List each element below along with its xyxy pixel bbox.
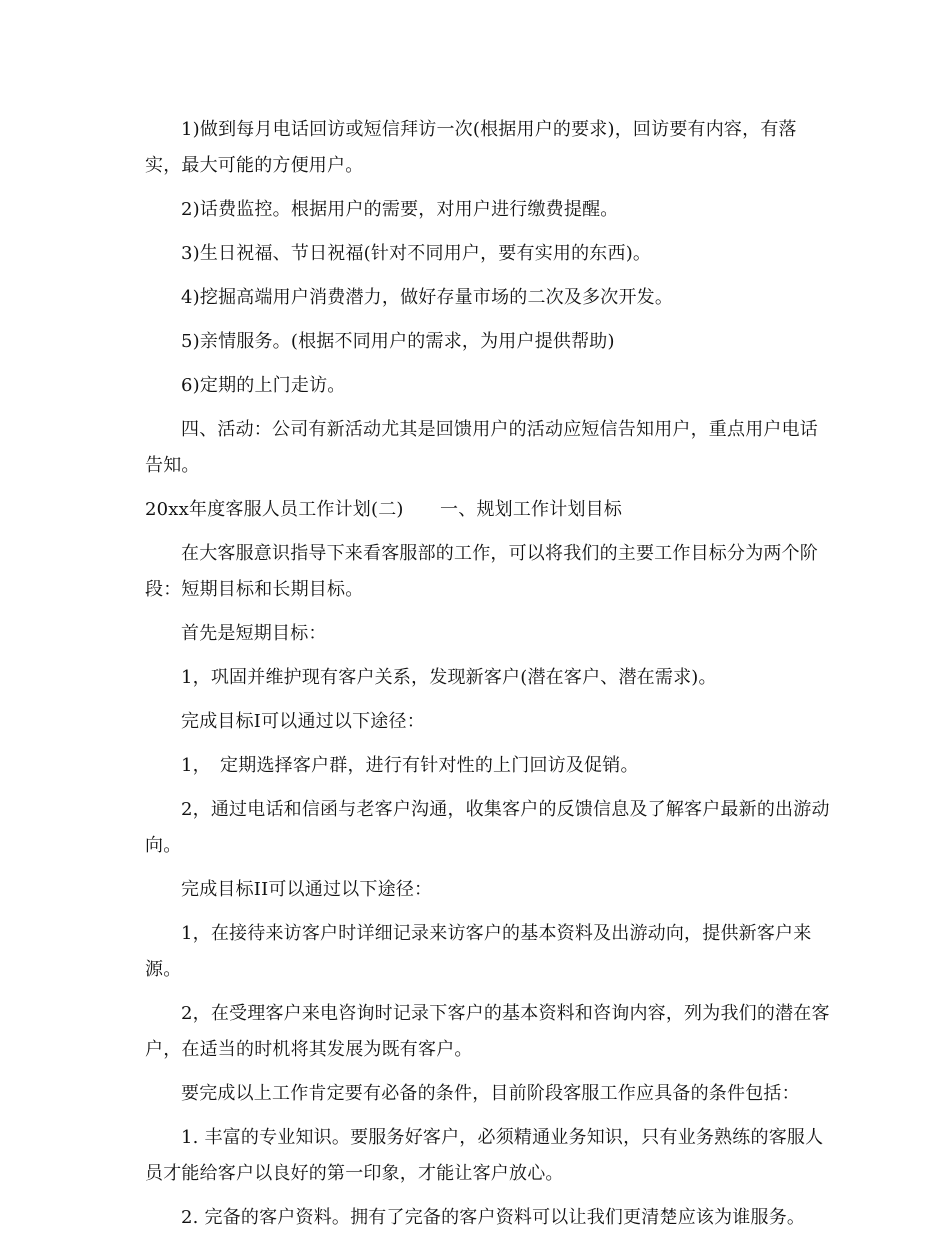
paragraph-19: 1. 丰富的专业知识。要服务好客户，必须精通业务知识，只有业务熟练的客服人员才能给客户以良好的第一印象，才能让客户放心。 <box>145 1127 824 1184</box>
paragraph-12: 完成目标I可以通过以下途径： <box>181 711 425 732</box>
paragraph-3: 3)生日祝福、节日祝福(针对不同用户，要有实用的东西)。 <box>181 243 652 264</box>
paragraph-17: 2，在受理客户来电咨询时记录下客户的基本资料和咨询内容，列为我们的潜在客户，在适当的时机将其发展为既有客户。 <box>145 1003 830 1060</box>
paragraph-20: 2. 完备的客户资料。拥有了完备的客户资料可以让我们更清楚应该为谁服务。 <box>181 1207 806 1228</box>
paragraph-18: 要完成以上工作肯定要有必备的条件，目前阶段客服工作应具备的条件包括： <box>181 1083 800 1104</box>
paragraph-10: 首先是短期目标： <box>181 623 327 644</box>
paragraph-11: 1，巩固并维护现有客户关系，发现新客户(潜在客户、潜在需求)。 <box>181 667 717 688</box>
paragraph-4: 4)挖掘高端用户消费潜力，做好存量市场的二次及多次开发。 <box>181 287 674 308</box>
paragraph-7: 四、活动：公司有新活动尤其是回馈用户的活动应短信告知用户，重点用户电话告知。 <box>145 419 818 476</box>
paragraph-14: 2，通过电话和信函与老客户沟通，收集客户的反馈信息及了解客户最新的出游动向。 <box>145 799 830 856</box>
paragraph-15: 完成目标II可以通过以下途径： <box>181 879 433 900</box>
paragraph-1: 1)做到每月电话回访或短信拜访一次(根据用户的要求)，回访要有内容，有落实，最大可能的方便用户。 <box>145 119 797 176</box>
section-heading: 20xx年度客服人员工作计划(二) 一、规划工作计划目标 <box>145 499 623 520</box>
paragraph-5: 5)亲情服务。(根据不同用户的需求，为用户提供帮助) <box>181 331 615 352</box>
paragraph-2: 2)话费监控。根据用户的需要，对用户进行缴费提醒。 <box>181 199 619 220</box>
paragraph-9: 在大客服意识指导下来看客服部的工作，可以将我们的主要工作目标分为两个阶段：短期目标和长期目标。 <box>145 543 818 600</box>
paragraph-6: 6)定期的上门走访。 <box>181 375 346 396</box>
paragraph-16: 1，在接待来访客户时详细记录来访客户的基本资料及出游动向，提供新客户来源。 <box>145 923 812 980</box>
paragraph-13: 1， 定期选择客户群，进行有针对性的上门回访及促销。 <box>181 755 639 776</box>
